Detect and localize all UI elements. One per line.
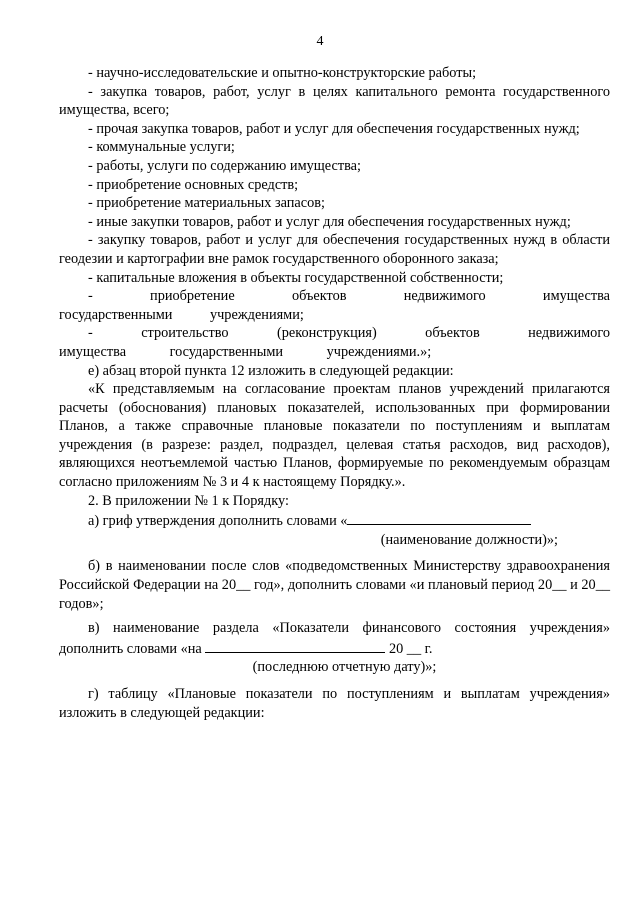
paragraph: - прочая закупка товаров, работ и услуг для обеспечения государственных нужд;	[88, 120, 580, 137]
paragraph: - закупка товаров, работ, услуг в целях капитального ремонта государственного имущества, всего;	[59, 83, 610, 119]
fill-in-line	[347, 510, 531, 525]
paragraph-text: а) гриф утверждения дополнить словами «	[88, 513, 348, 530]
note-caption: (наименование должности)»;	[380, 531, 558, 548]
paragraph: - строительство (реконструкция) объектов недвижимого имущества государственными учреждениями.»;	[59, 325, 610, 360]
paragraph: - закупку товаров, работ и услуг для обеспечения государственных нужд в области геодезии и картографии вне рамок государственного оборонного заказа;	[59, 232, 610, 267]
paragraph: - приобретение материальных запасов;	[88, 195, 325, 212]
paragraph	[59, 619, 610, 658]
paragraph	[59, 510, 610, 531]
paragraph: - приобретение основных средств;	[88, 176, 299, 193]
document-body	[59, 64, 610, 722]
note-caption: (последнюю отчетную дату)»;	[252, 659, 437, 676]
paragraph: - работы, услуги по содержанию имущества;	[88, 157, 361, 174]
page-number: 4	[316, 34, 324, 49]
date-suffix: 20 __ г.	[388, 640, 433, 657]
paragraph-text: в) наименование раздела «Показатели финансового состояния учреждения» дополнить словами «на	[59, 620, 610, 657]
paragraph: 2. В приложении № 1 к Порядку:	[88, 492, 289, 509]
paragraph: - коммунальные услуги;	[88, 139, 235, 156]
paragraph: б) в наименовании после слов «подведомственных Министерству здравоохранения Российской Федерации на 20__ год», дополнить словами «и плановый период 20__ и 20__ годов»;	[59, 558, 610, 612]
quote-paragraph: «К представляемым на согласование проектам планов учреждений прилагаются расчеты (обоснования) плановых показателей, использованных при формировании Планов, а также справочные плановые показатели по поступлениям и выплатам учреждения (в разрезе: раздел, подраздел, целевая статья расходов, вид расходов), являющихся неотъемлемой частью Планов, формируемые по рекомендуемым образцам согласно приложениям № 3 и 4 к настоящему Порядку.».	[59, 381, 610, 491]
paragraph: - иные закупки товаров, работ и услуг для обеспечения государственных нужд;	[88, 213, 571, 230]
paragraph: - научно-исследовательские и опытно-конструкторские работы;	[88, 65, 477, 81]
paragraph: е) абзац второй пункта 12 изложить в следующей редакции:	[88, 362, 454, 379]
paragraph: г) таблицу «Плановые показатели по поступлениям и выплатам учреждения» изложить в следующей редакции:	[59, 686, 610, 721]
paragraph: - приобретение объектов недвижимого имущества государственными учреждениями;	[59, 288, 610, 323]
fill-in-line	[205, 638, 385, 653]
paragraph: - капитальные вложения в объекты государственной собственности;	[88, 269, 504, 286]
